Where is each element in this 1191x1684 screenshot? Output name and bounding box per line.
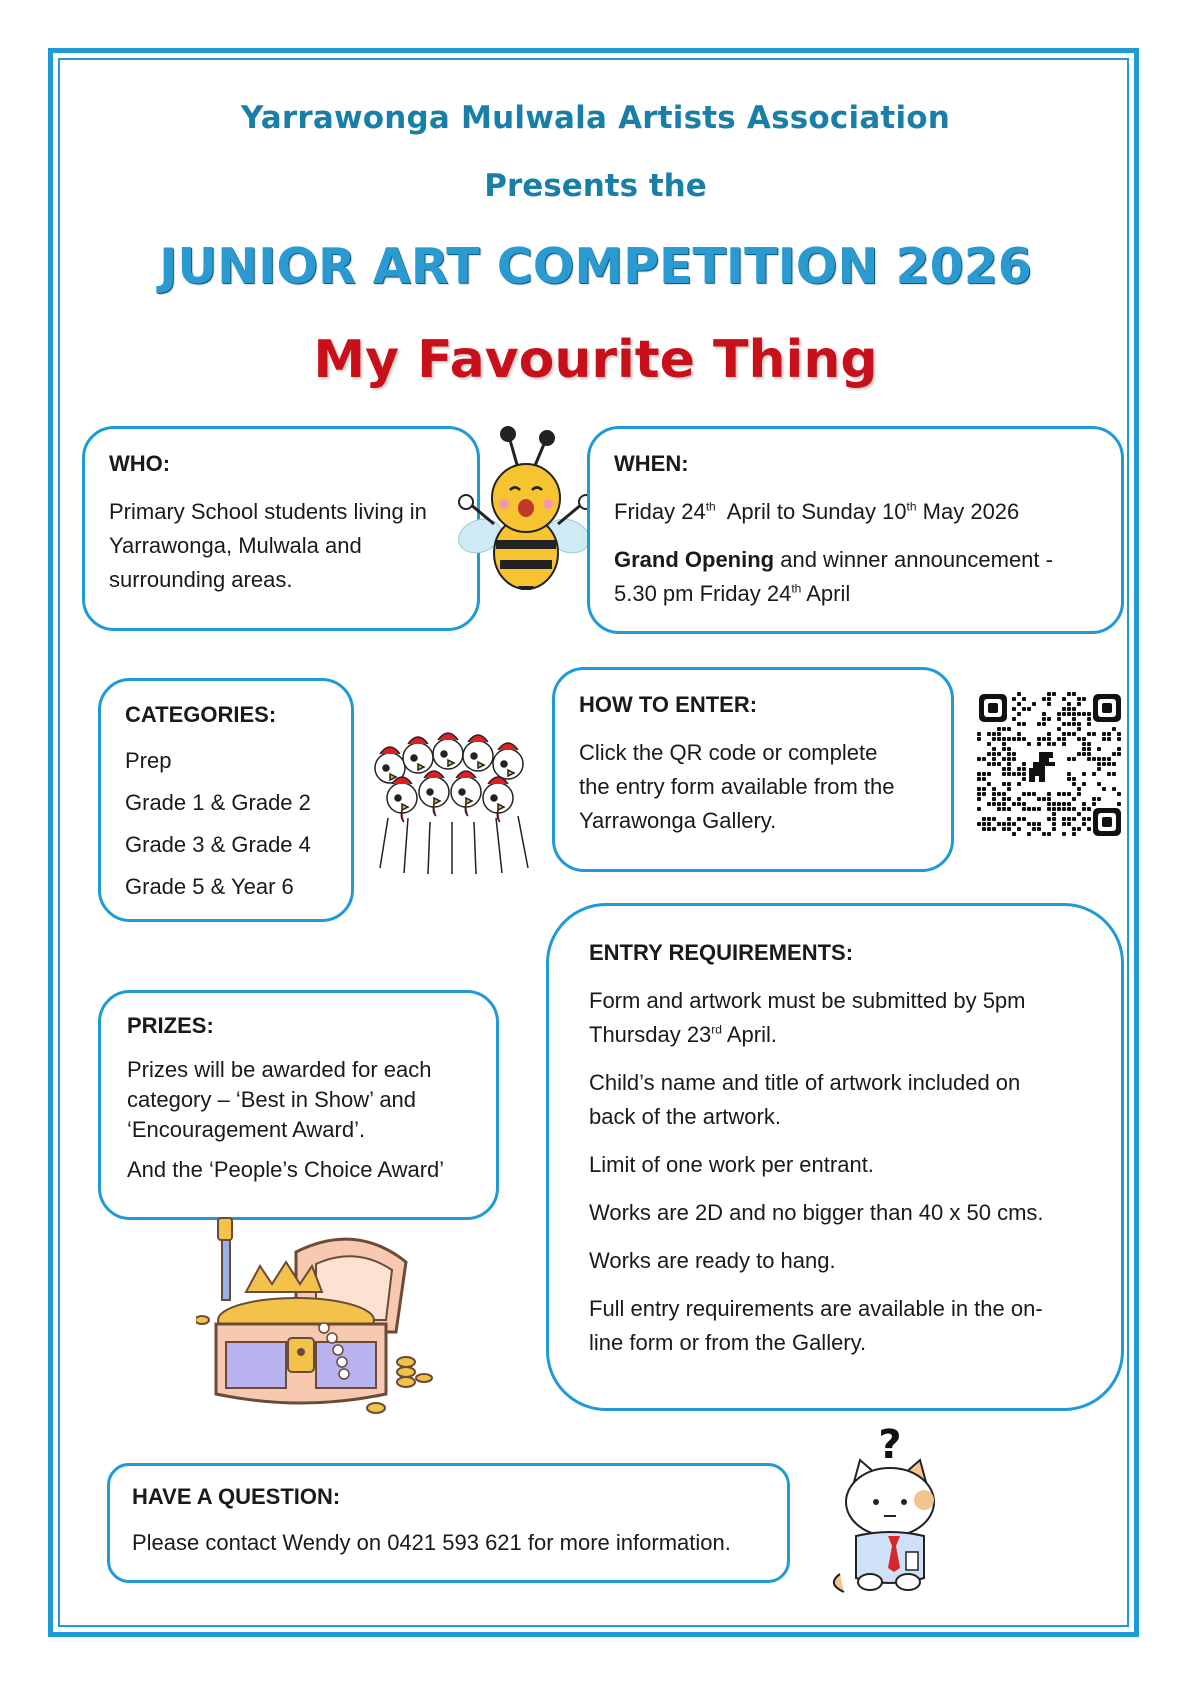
- when-opening: [614, 543, 1097, 577]
- question-box: [107, 1463, 790, 1583]
- opening-month: April: [801, 581, 851, 606]
- when-opening-time: [614, 577, 1097, 611]
- how-to-enter-box: [552, 667, 954, 872]
- requirement-item: Works are 2D and no bigger than 40 x 50 cms.: [589, 1200, 1044, 1225]
- who-line: Primary School students living in: [109, 499, 427, 524]
- category-item: Grade 1 & Grade 2: [125, 790, 311, 815]
- organisation-title: Yarrawonga Mulwala Artists Association: [240, 100, 951, 136]
- who-heading: WHO:: [109, 451, 171, 476]
- cat-question-illustration: [820, 1420, 960, 1602]
- prizes-line: category – ‘Best in Show’ and: [127, 1087, 417, 1112]
- prizes-line: Prizes will be awarded for each: [127, 1057, 432, 1082]
- how-to-enter-line: Yarrawonga Gallery.: [579, 808, 777, 833]
- how-to-enter-heading: HOW TO ENTER:: [579, 692, 758, 717]
- question-text: Please contact Wendy on 0421 593 621 for more information.: [132, 1530, 731, 1555]
- categories-box: [98, 678, 354, 922]
- question-heading: HAVE A QUESTION:: [132, 1484, 341, 1509]
- ordinal-suffix: th: [705, 499, 716, 514]
- when-box: [587, 426, 1124, 634]
- opening-description: and winner announcement -: [774, 547, 1053, 572]
- requirement-text: Full entry requirements are available in the on-: [589, 1296, 1043, 1321]
- requirement-text: Form and artwork must be submitted by 5pm: [589, 988, 1026, 1013]
- requirement-item: Limit of one work per entrant.: [589, 1152, 874, 1177]
- bee-illustration: [448, 418, 598, 590]
- prizes-line: And the ‘People’s Choice Award’: [127, 1157, 445, 1182]
- when-date-end: April to Sunday 10: [715, 499, 907, 524]
- who-box: [82, 426, 480, 631]
- prizes-box: [98, 990, 499, 1220]
- requirement-item: [589, 1292, 1081, 1360]
- when-dates: [614, 495, 1097, 529]
- who-line: surrounding areas.: [109, 567, 293, 592]
- treasure-chest-illustration: [196, 1212, 442, 1432]
- how-to-enter-line: the entry form available from the: [579, 774, 895, 799]
- presents-line: Presents the: [484, 168, 707, 204]
- prizes-heading: PRIZES:: [127, 1013, 214, 1038]
- opening-time: 5.30 pm Friday 24: [614, 581, 792, 606]
- entry-requirements-box: [546, 903, 1124, 1411]
- requirement-text: back of the artwork.: [589, 1104, 781, 1129]
- competition-title: JUNIOR ART COMPETITION 2026: [159, 238, 1032, 295]
- requirement-item: [589, 1066, 1081, 1134]
- category-item: Prep: [125, 748, 172, 773]
- requirement-text: line form or from the Gallery.: [589, 1330, 867, 1355]
- when-heading: WHEN:: [614, 451, 689, 476]
- prizes-line: ‘Encouragement Award’.: [127, 1117, 366, 1142]
- requirement-text: April.: [721, 1022, 777, 1047]
- entry-requirements-heading: ENTRY REQUIREMENTS:: [589, 940, 854, 965]
- requirement-text: Thursday 23: [589, 1022, 712, 1047]
- category-item: Grade 5 & Year 6: [125, 874, 294, 899]
- when-date-year: May 2026: [916, 499, 1020, 524]
- ordinal-suffix: th: [906, 499, 917, 514]
- qr-code[interactable]: [977, 692, 1123, 838]
- when-date-start: Friday 24: [614, 499, 706, 524]
- how-to-enter-line: Click the QR code or complete: [579, 740, 878, 765]
- svg-text:?: ?: [878, 1422, 902, 1468]
- requirement-text: Child’s name and title of artwork included on: [589, 1070, 1021, 1095]
- grand-opening-label: Grand Opening: [614, 547, 775, 572]
- category-item: Grade 3 & Grade 4: [125, 832, 311, 857]
- ordinal-suffix: rd: [711, 1022, 722, 1037]
- ordinal-suffix: th: [791, 581, 802, 596]
- who-line: Yarrawonga, Mulwala and: [109, 533, 362, 558]
- requirement-item: [589, 984, 1081, 1052]
- chickens-illustration: [368, 718, 538, 876]
- theme-title: My Favourite Thing: [313, 330, 878, 390]
- categories-heading: CATEGORIES:: [125, 702, 277, 727]
- requirement-item: Works are ready to hang.: [589, 1248, 836, 1273]
